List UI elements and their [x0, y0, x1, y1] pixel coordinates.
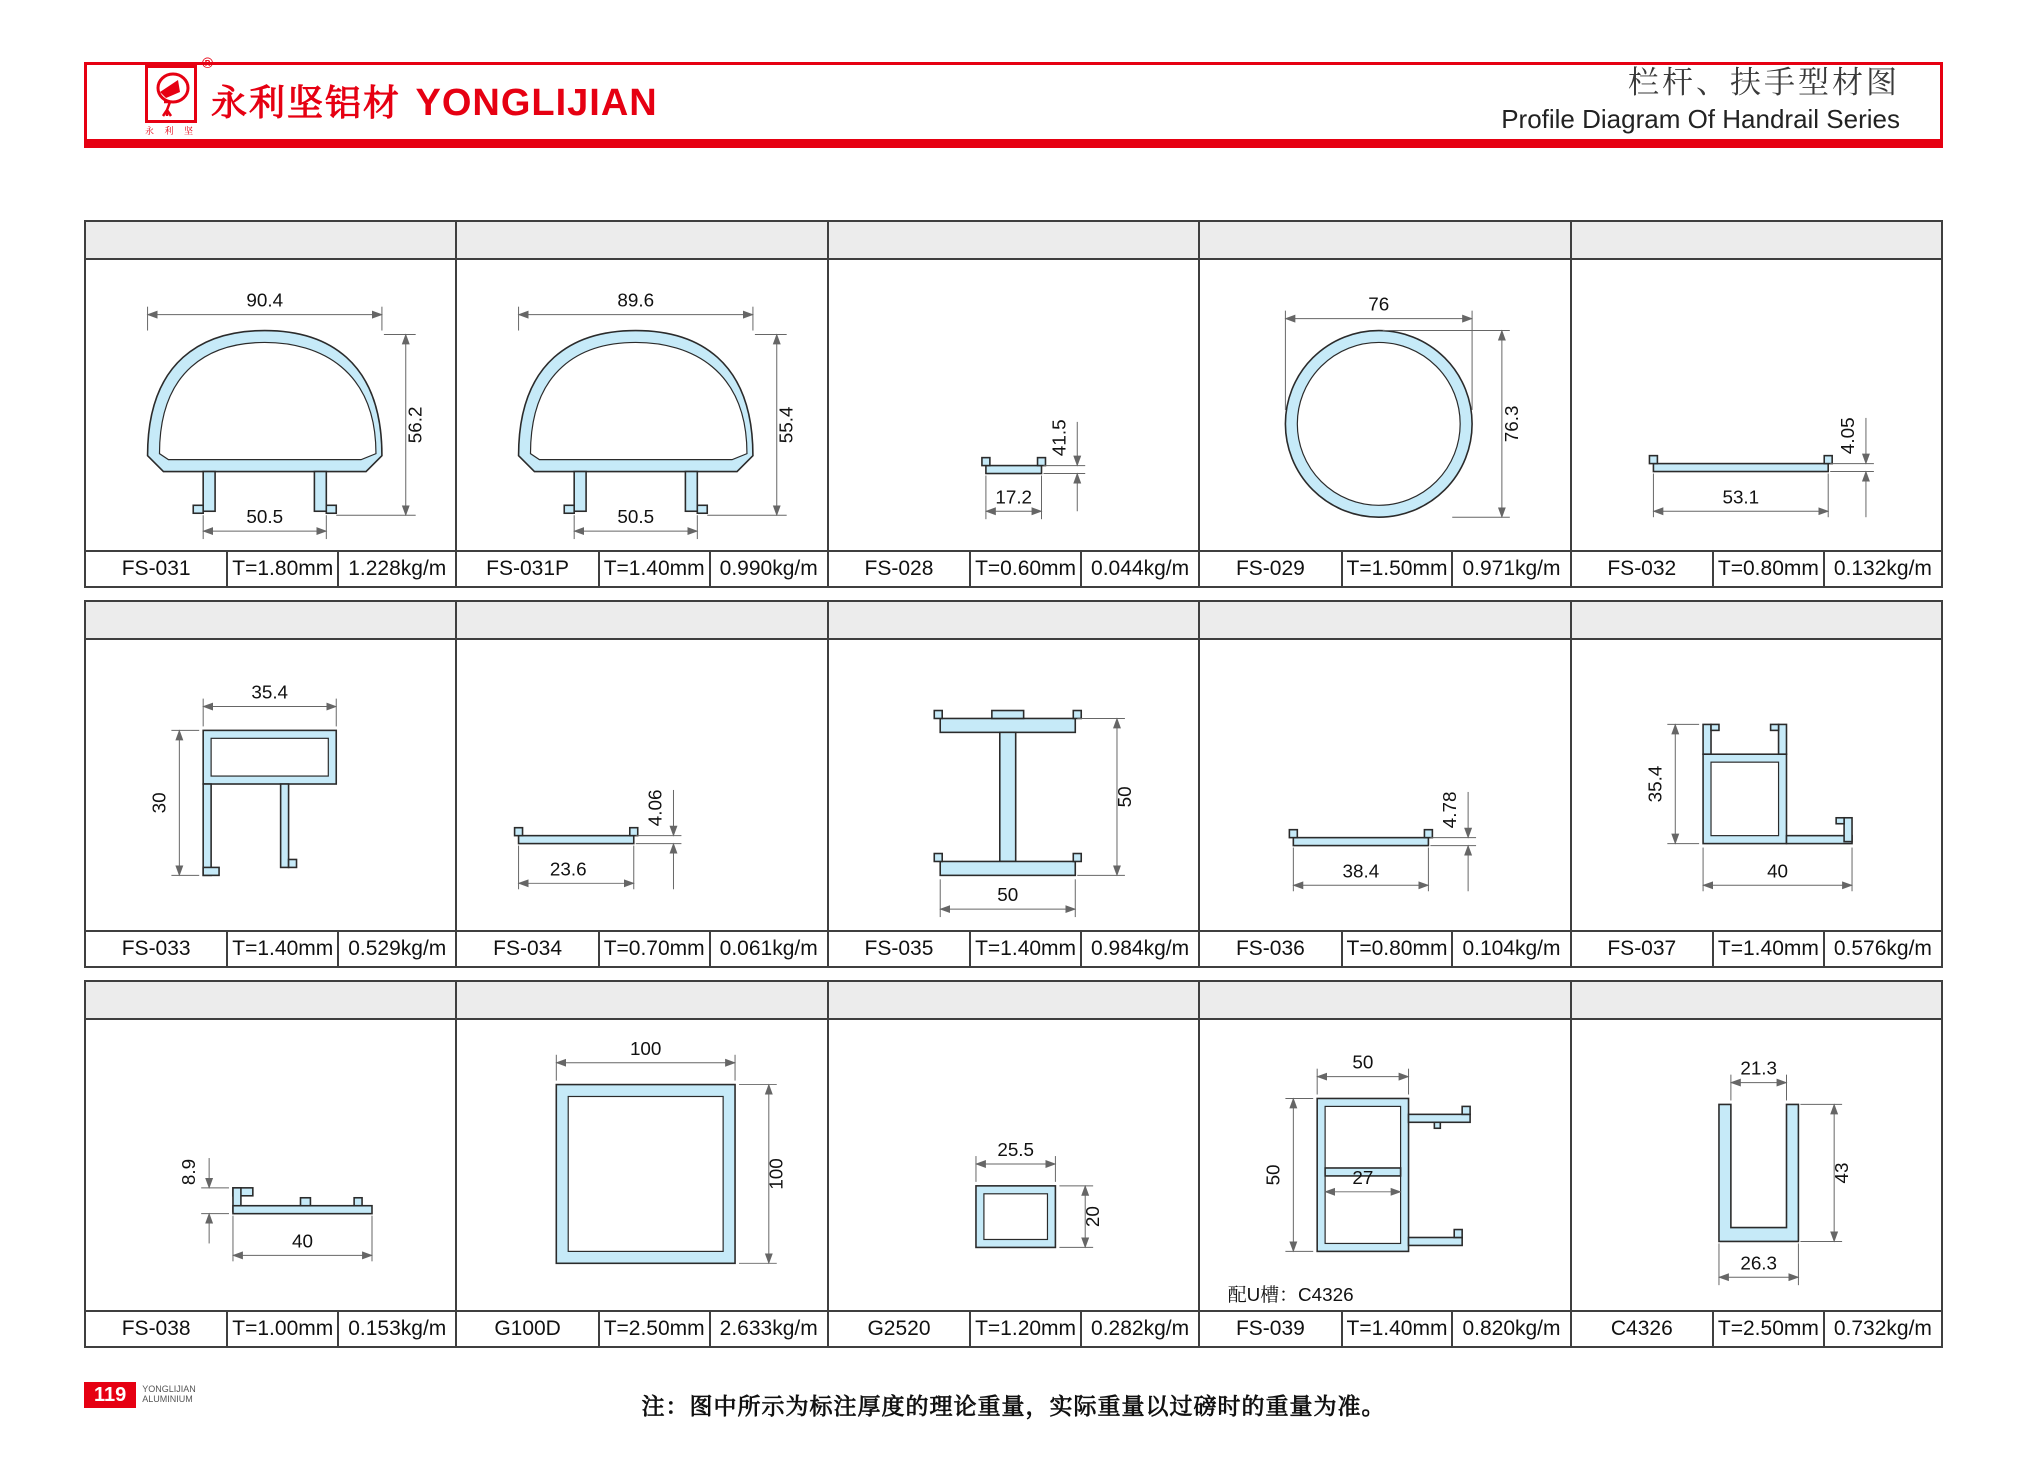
- profile-drawing-fs-034: [457, 640, 826, 930]
- profile-cell-fs-032: [1570, 222, 1941, 586]
- profile-drawing-fs-035: [829, 640, 1198, 930]
- model-code: G100D: [494, 1317, 561, 1340]
- dim-label: 55.4: [776, 406, 798, 444]
- profile-drawing-fs-036: [1200, 640, 1569, 930]
- model-code: FS-028: [864, 557, 934, 580]
- column-header-cell: [1572, 602, 1941, 640]
- model-code: FS-031: [121, 557, 191, 580]
- column-header-cell: [829, 602, 1198, 640]
- dim-label: 90.4: [246, 289, 284, 311]
- column-header-cell: [1572, 982, 1941, 1020]
- model-code: FS-029: [1235, 557, 1305, 580]
- profile-cell-fs-031: [86, 222, 455, 586]
- registered-mark: ®: [201, 55, 214, 72]
- spec-row: [1572, 1310, 1941, 1346]
- thickness-value: T=0.60mm: [969, 552, 1080, 586]
- weight-value: 0.732kg/m: [1823, 1312, 1941, 1346]
- page-title: [1501, 64, 1900, 135]
- dim-label: 35.4: [251, 681, 289, 703]
- thickness-value: T=1.40mm: [226, 932, 337, 966]
- profile-cell-fs-028: [827, 222, 1198, 586]
- footer-brand-line1: YONGLIJIAN: [142, 1384, 196, 1394]
- column-header-cell: [457, 222, 826, 260]
- thickness-value: T=0.70mm: [598, 932, 709, 966]
- model-code: FS-031P: [486, 557, 570, 580]
- dim-label: 53.1: [1722, 486, 1759, 508]
- column-header-cell: [457, 602, 826, 640]
- dim-label: 50.5: [617, 506, 655, 528]
- dim-label: 4.06: [644, 789, 666, 827]
- weight-value: 0.984kg/m: [1080, 932, 1198, 966]
- dim-label: 50: [997, 884, 1019, 906]
- dim-label: 89.6: [617, 289, 655, 311]
- brand-logo-caption: 永 利 坚: [145, 126, 198, 136]
- profile-drawing-g2520: [829, 1020, 1198, 1310]
- model-code: FS-033: [121, 937, 191, 960]
- profile-drawing-g100d: [457, 1020, 826, 1310]
- dim-label: 20: [1081, 1206, 1103, 1228]
- profile-grid-row-1: [84, 220, 1943, 588]
- thickness-value: T=2.50mm: [1712, 1312, 1823, 1346]
- dim-label: 40: [291, 1230, 313, 1252]
- model-code: FS-036: [1235, 937, 1305, 960]
- thickness-value: T=1.20mm: [969, 1312, 1080, 1346]
- spec-row: [829, 930, 1198, 966]
- profile-shape: [1294, 838, 1429, 846]
- column-header-cell: [1572, 222, 1941, 260]
- dim-label: 50: [1352, 1051, 1374, 1073]
- profile-drawing-fs-033: [86, 640, 455, 930]
- profile-drawing-fs-032: [1572, 260, 1941, 550]
- spec-row: [1200, 550, 1569, 586]
- profile-drawing-fs-037: [1572, 640, 1941, 930]
- weight-value: 0.044kg/m: [1080, 552, 1198, 586]
- profile-cell-fs-038: [86, 982, 455, 1346]
- model-code: FS-038: [121, 1317, 191, 1340]
- column-header-cell: [86, 222, 455, 260]
- brand-name-cn: 永利坚铝材: [211, 81, 402, 123]
- profile-cell-fs-034: [455, 602, 826, 966]
- model-code: FS-034: [493, 937, 563, 960]
- profile-drawing-fs-031: [86, 260, 455, 550]
- profile-cell-fs-029: [1198, 222, 1569, 586]
- profile-drawing-fs-039: [1200, 1020, 1569, 1310]
- profile-shape: [1653, 464, 1828, 472]
- profile-cell-g100d: [455, 982, 826, 1346]
- dim-label: 23.6: [550, 858, 587, 880]
- page-number-badge: 119: [84, 1382, 136, 1408]
- profile-shape: [940, 718, 1075, 732]
- dim-label: 38.4: [1342, 860, 1380, 882]
- dim-label: 4.05: [1836, 417, 1858, 455]
- thickness-value: T=1.40mm: [1341, 1312, 1452, 1346]
- thickness-value: T=0.80mm: [1712, 552, 1823, 586]
- weight-value: 0.153kg/m: [337, 1312, 455, 1346]
- model-code: FS-035: [864, 937, 934, 960]
- weight-value: 0.282kg/m: [1080, 1312, 1198, 1346]
- brand-name-en: YONGLIJIAN: [415, 81, 658, 124]
- profile-shape: [1719, 1104, 1798, 1241]
- weight-value: 0.820kg/m: [1451, 1312, 1569, 1346]
- profile-cell-c4326: [1570, 982, 1941, 1346]
- dim-label: 27: [1352, 1166, 1374, 1188]
- spec-row: [457, 550, 826, 586]
- dim-label: 43: [1830, 1162, 1852, 1184]
- dim-label: 26.3: [1739, 1252, 1777, 1274]
- profile-shape: [986, 466, 1042, 474]
- profile-cell-g2520: [827, 982, 1198, 1346]
- profile-drawing-fs-038: [86, 1020, 455, 1310]
- spec-row: [457, 930, 826, 966]
- dim-label: 8.9: [178, 1158, 200, 1186]
- spec-row: [1200, 930, 1569, 966]
- profile-cell-fs-033: [86, 602, 455, 966]
- spec-row: [86, 930, 455, 966]
- brand-names: [211, 75, 658, 126]
- dim-label: 41.5: [1048, 419, 1070, 457]
- brand-logo-mark: [145, 65, 197, 123]
- footnote: 注：图中所示为标注厚度的理论重量，实际重量以过磅时的重量为准。: [641, 1393, 1386, 1419]
- profile-cell-fs-037: [1570, 602, 1941, 966]
- weight-value: 0.529kg/m: [337, 932, 455, 966]
- profile-cell-fs-035: [827, 602, 1198, 966]
- column-header-cell: [1200, 602, 1569, 640]
- dim-label: 76: [1368, 293, 1390, 315]
- column-header-cell: [86, 982, 455, 1020]
- page-title-cn: 栏杆、扶手型材图: [1628, 65, 1900, 101]
- weight-value: 0.990kg/m: [709, 552, 827, 586]
- thickness-value: T=1.40mm: [969, 932, 1080, 966]
- model-code: FS-037: [1607, 937, 1677, 960]
- logo-swirl-icon: [150, 70, 192, 118]
- weight-value: 2.633kg/m: [709, 1312, 827, 1346]
- dim-label: 100: [630, 1037, 662, 1059]
- page-header: [84, 55, 1943, 148]
- spec-row: [829, 550, 1198, 586]
- weight-value: 0.132kg/m: [1823, 552, 1941, 586]
- thickness-value: T=1.00mm: [226, 1312, 337, 1346]
- dim-label: 40: [1766, 860, 1788, 882]
- thickness-value: T=1.50mm: [1341, 552, 1452, 586]
- column-header-cell: [457, 982, 826, 1020]
- profile-drawing-fs-029: [1200, 260, 1569, 550]
- profile-grid-row-2: [84, 600, 1943, 968]
- column-header-cell: [86, 602, 455, 640]
- spec-row: [1200, 1310, 1569, 1346]
- weight-value: 1.228kg/m: [337, 552, 455, 586]
- profile-shape: [519, 836, 634, 844]
- profile-cell-fs-036: [1198, 602, 1569, 966]
- brand-logo: [145, 55, 214, 137]
- profile-drawing-fs-028: [829, 260, 1198, 550]
- model-code: G2520: [867, 1317, 931, 1340]
- profile-grid-row-3: [84, 980, 1943, 1348]
- dim-label: 50: [1262, 1164, 1284, 1186]
- dim-label: 56.2: [404, 406, 426, 444]
- thickness-value: T=1.80mm: [226, 552, 337, 586]
- brand-block: [145, 55, 658, 137]
- column-header-cell: [1200, 222, 1569, 260]
- spec-row: [86, 1310, 455, 1346]
- page-title-en: Profile Diagram Of Handrail Series: [1501, 104, 1900, 135]
- thickness-value: T=1.40mm: [598, 552, 709, 586]
- profile-drawing-fs-031p: [457, 260, 826, 550]
- weight-value: 0.971kg/m: [1451, 552, 1569, 586]
- spec-row: [829, 1310, 1198, 1346]
- dim-label: 35.4: [1643, 765, 1665, 803]
- column-header-cell: [829, 222, 1198, 260]
- profile-shape: [233, 1206, 372, 1214]
- dim-label: 21.3: [1739, 1057, 1777, 1079]
- thickness-value: T=2.50mm: [598, 1312, 709, 1346]
- weight-value: 0.104kg/m: [1451, 932, 1569, 966]
- model-code: FS-032: [1607, 557, 1677, 580]
- model-code: C4326: [1610, 1317, 1673, 1340]
- dim-label: 76.3: [1500, 405, 1522, 443]
- spec-row: [457, 1310, 826, 1346]
- dim-label: 30: [148, 792, 170, 814]
- model-code: FS-039: [1235, 1317, 1305, 1340]
- weight-value: 0.576kg/m: [1823, 932, 1941, 966]
- column-header-cell: [829, 982, 1198, 1020]
- dim-label: 4.78: [1439, 791, 1461, 829]
- dim-label: 50.5: [246, 506, 284, 528]
- footer-brand-line2: ALUMINIUM: [142, 1394, 193, 1405]
- profile-cell-fs-039: [1198, 982, 1569, 1346]
- u-channel-note: 配U槽：C4326: [1228, 1284, 1354, 1306]
- column-header-cell: [1200, 982, 1569, 1020]
- dim-label: 50: [1113, 786, 1135, 808]
- dim-label: 100: [766, 1158, 788, 1190]
- spec-row: [1572, 550, 1941, 586]
- dim-label: 17.2: [995, 486, 1032, 508]
- thickness-value: T=1.40mm: [1712, 932, 1823, 966]
- profile-drawing-c4326: [1572, 1020, 1941, 1310]
- weight-value: 0.061kg/m: [709, 932, 827, 966]
- thickness-value: T=0.80mm: [1341, 932, 1452, 966]
- profile-cell-fs-031p: [455, 222, 826, 586]
- dim-label: 25.5: [997, 1139, 1034, 1161]
- spec-row: [1572, 930, 1941, 966]
- spec-row: [86, 550, 455, 586]
